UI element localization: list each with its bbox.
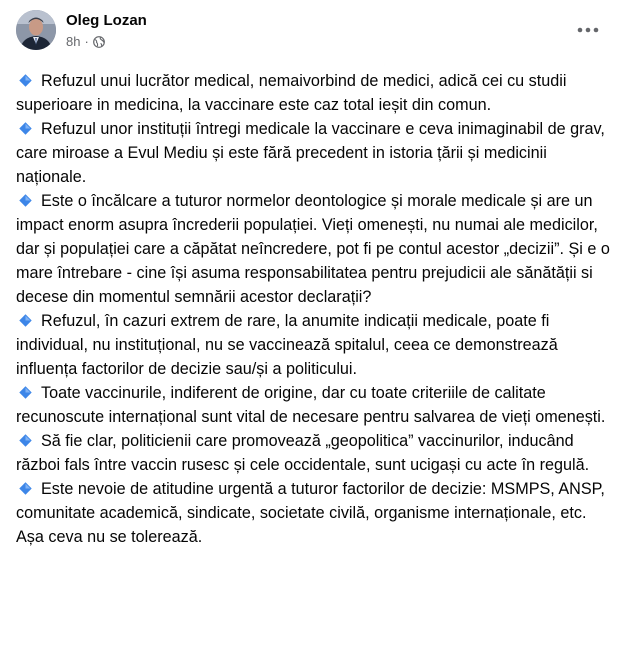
post-paragraph bbox=[16, 309, 612, 381]
paragraph-text: Refuzul unor instituții întregi medicale la vaccinare e ceva inimaginabil de grav, care miroase a Evul Mediu și este fără precedent in istoria țării și medicinii naționale. bbox=[16, 120, 605, 186]
blue-diamond-icon bbox=[19, 310, 32, 323]
post-paragraph bbox=[16, 381, 612, 429]
post-body bbox=[16, 69, 612, 549]
blue-diamond-icon bbox=[19, 190, 32, 203]
meta-separator: · bbox=[84, 34, 89, 49]
globe-icon[interactable] bbox=[93, 36, 105, 48]
post-timestamp[interactable]: 8h bbox=[66, 34, 81, 49]
author-name[interactable]: Oleg Lozan bbox=[66, 12, 147, 29]
more-options-icon[interactable] bbox=[572, 14, 604, 46]
post-paragraph bbox=[16, 189, 612, 309]
post-paragraph bbox=[16, 477, 612, 549]
paragraph-text: Să fie clar, politicienii care promovează „geopolitica” vaccinurilor, inducând război fals între vaccin rusesc și cele occidentale, sunt ucigași cu acte în regulă. bbox=[16, 432, 590, 474]
author-avatar[interactable] bbox=[16, 10, 56, 50]
paragraph-text: Toate vaccinurile, indiferent de origine, dar cu toate criteriile de calitate recunoscute internațional sunt vital de necesare pentru salvarea de vieți omenești. bbox=[16, 384, 606, 426]
post-header bbox=[16, 10, 606, 52]
post-paragraph bbox=[16, 69, 612, 117]
post-meta bbox=[66, 34, 105, 50]
paragraph-text: Este o încălcare a tuturor normelor deontologice și morale medicale și are un impact enorm asupra încrederii populației. Vieți omenești, nu numai ale medicilor, dar și populației care a căpătat neîncredere, pot fi pe contul acestor „decizii”. Și e o mare întrebare - cine își asuma responsabilitatea pentru prejudicii ale sănătății si decese din momentul semnării acestor declarații? bbox=[16, 192, 610, 306]
post-paragraph bbox=[16, 117, 612, 189]
paragraph-text: Refuzul unui lucrător medical, nemaivorbind de medici, adică cei cu studii superioare in medicina, la vaccinare este caz total ieșit din comun. bbox=[16, 72, 567, 114]
blue-diamond-icon bbox=[19, 118, 32, 131]
blue-diamond-icon bbox=[19, 382, 32, 395]
blue-diamond-icon bbox=[19, 478, 32, 491]
blue-diamond-icon bbox=[19, 430, 32, 443]
paragraph-text: Este nevoie de atitudine urgentă a tuturor factorilor de decizie: MSMPS, ANSP, comunitate academică, sindicate, societate civilă, organisme internaționale, etc. Așa ceva nu se tolerează. bbox=[16, 480, 605, 546]
paragraph-text: Refuzul, în cazuri extrem de rare, la anumite indicații medicale, poate fi individual, nu instituțional, nu se vaccinează spitalul, ceea ce demonstrează influența factorilor de decizie sau/și a politicului. bbox=[16, 312, 558, 378]
blue-diamond-icon bbox=[19, 70, 32, 83]
post-paragraph bbox=[16, 429, 612, 477]
